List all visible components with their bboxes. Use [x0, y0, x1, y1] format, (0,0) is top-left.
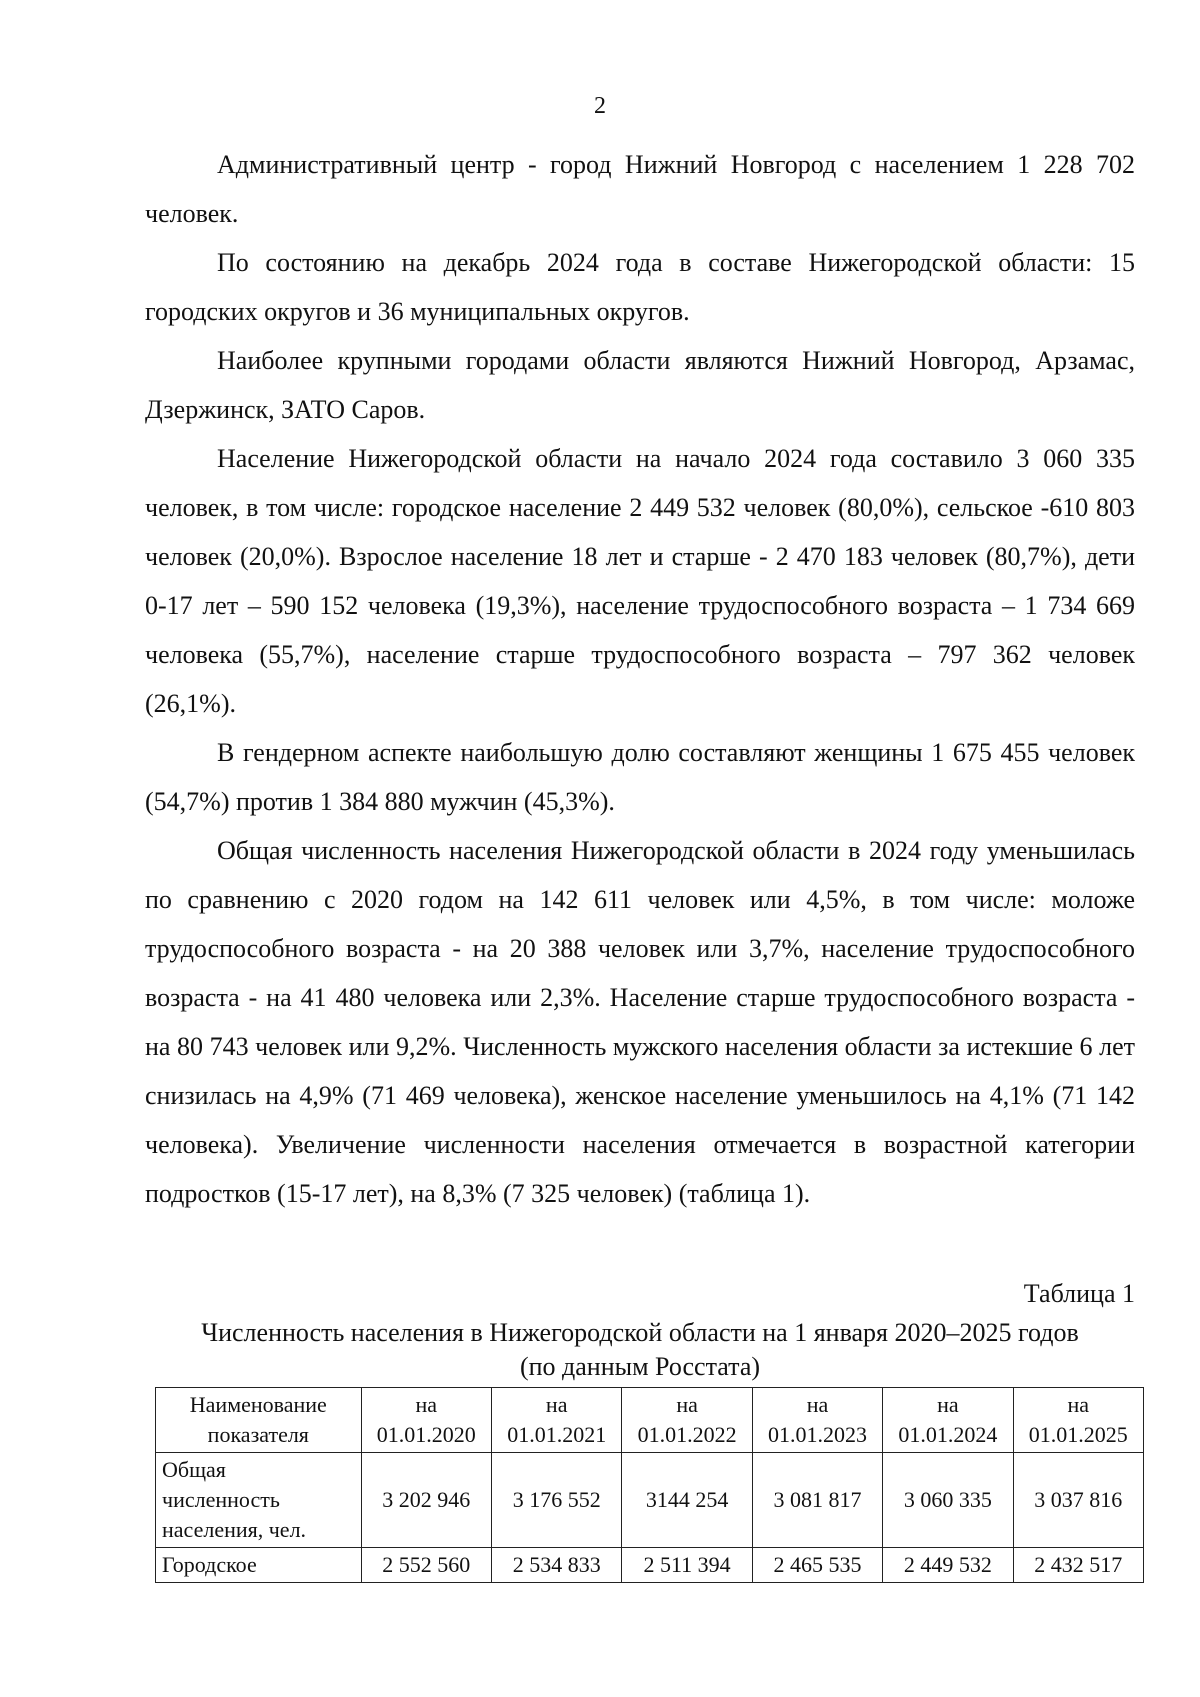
paragraph-largest-cities: Наиболее крупными городами области являются Нижний Новгород, Арзамас, Дзержинск, ЗАТО Саров. [145, 346, 1135, 424]
cell-urban-2024: 2 449 532 [883, 1548, 1013, 1583]
cell-total-2024: 3 060 335 [883, 1453, 1013, 1548]
table-row-urban-population [156, 1548, 1144, 1583]
header-date-2023: на 01.01.2023 [752, 1388, 882, 1453]
paragraph-gender: В гендерном аспекте наибольшую долю составляют женщины 1 675 455 человек (54,7%) против 1 384 880 мужчин (45,3%). [145, 738, 1135, 816]
table-title-line-1: Численность населения в Нижегородской области на 1 января 2020–2025 годов [201, 1318, 1079, 1347]
paragraph-population-2024: Население Нижегородской области на начало 2024 года составило 3 060 335 человек, в том числе: городское население 2 449 532 человек (80,0%), сельское -610 803 человек (20,0%). Взрослое население 18 лет и старше - 2 470 183 человек (80,7%), дети 0-17 лет – 590 152 человека (19,3%), население трудоспособного возраста – 1 734 669 человека (55,7%), население старше трудоспособного возраста – 797 362 человек (26,1%). [145, 444, 1135, 718]
paragraph-population-change: Общая численность населения Нижегородской области в 2024 году уменьшилась по сравнению с 2020 годом на 142 611 человек или 4,5%, в том числе: моложе трудоспособного возраста - на 20 388 человек или 3,7%, население трудоспособного возраста - на 41 480 человека или 2,3%. Население старше трудоспособного возраста - на 80 743 человек или 9,2%. Численность мужского населения области за истекшие 6 лет снизилась на 4,9% (71 469 человека), женское население уменьшилось на 4,1% (71 142 человека). Увеличение численности населения отмечается в возрастной категории подростков (15-17 лет), на 8,3% (7 325 человек) (таблица 1). [145, 836, 1135, 1208]
cell-urban-2021: 2 534 833 [492, 1548, 622, 1583]
table-label: Таблица 1 [1023, 1279, 1135, 1308]
table-title [145, 1316, 1135, 1384]
cell-total-2022: 3144 254 [622, 1453, 752, 1548]
cell-urban-2020: 2 552 560 [361, 1548, 491, 1583]
paragraph-municipal-structure: По состоянию на декабрь 2024 года в составе Нижегородской области: 15 городских округов и 36 муниципальных округов. [145, 248, 1135, 326]
header-indicator-name: Наименование показателя [156, 1388, 362, 1453]
header-date-2025: на 01.01.2025 [1013, 1388, 1143, 1453]
row-label-urban: Городское [156, 1548, 362, 1583]
cell-total-2020: 3 202 946 [361, 1453, 491, 1548]
cell-total-2023: 3 081 817 [752, 1453, 882, 1548]
page-number: 2 [594, 93, 606, 119]
cell-urban-2022: 2 511 394 [622, 1548, 752, 1583]
cell-total-2021: 3 176 552 [492, 1453, 622, 1548]
header-date-2022: на 01.01.2022 [622, 1388, 752, 1453]
document-body [145, 140, 1135, 1218]
header-date-2020: на 01.01.2020 [361, 1388, 491, 1453]
header-date-2021: на 01.01.2021 [492, 1388, 622, 1453]
header-date-2024: на 01.01.2024 [883, 1388, 1013, 1453]
paragraph-admin-center: Административный центр - город Нижний Новгород с населением 1 228 702 человек. [145, 150, 1135, 228]
population-table [155, 1387, 1144, 1583]
table-header-row [156, 1388, 1144, 1453]
row-label-total-population: Общая численность населения, чел. [156, 1453, 362, 1548]
table-row-total-population [156, 1453, 1144, 1548]
cell-total-2025: 3 037 816 [1013, 1453, 1143, 1548]
table-title-line-2: (по данным Росстата) [519, 1352, 761, 1381]
cell-urban-2023: 2 465 535 [752, 1548, 882, 1583]
cell-urban-2025: 2 432 517 [1013, 1548, 1143, 1583]
